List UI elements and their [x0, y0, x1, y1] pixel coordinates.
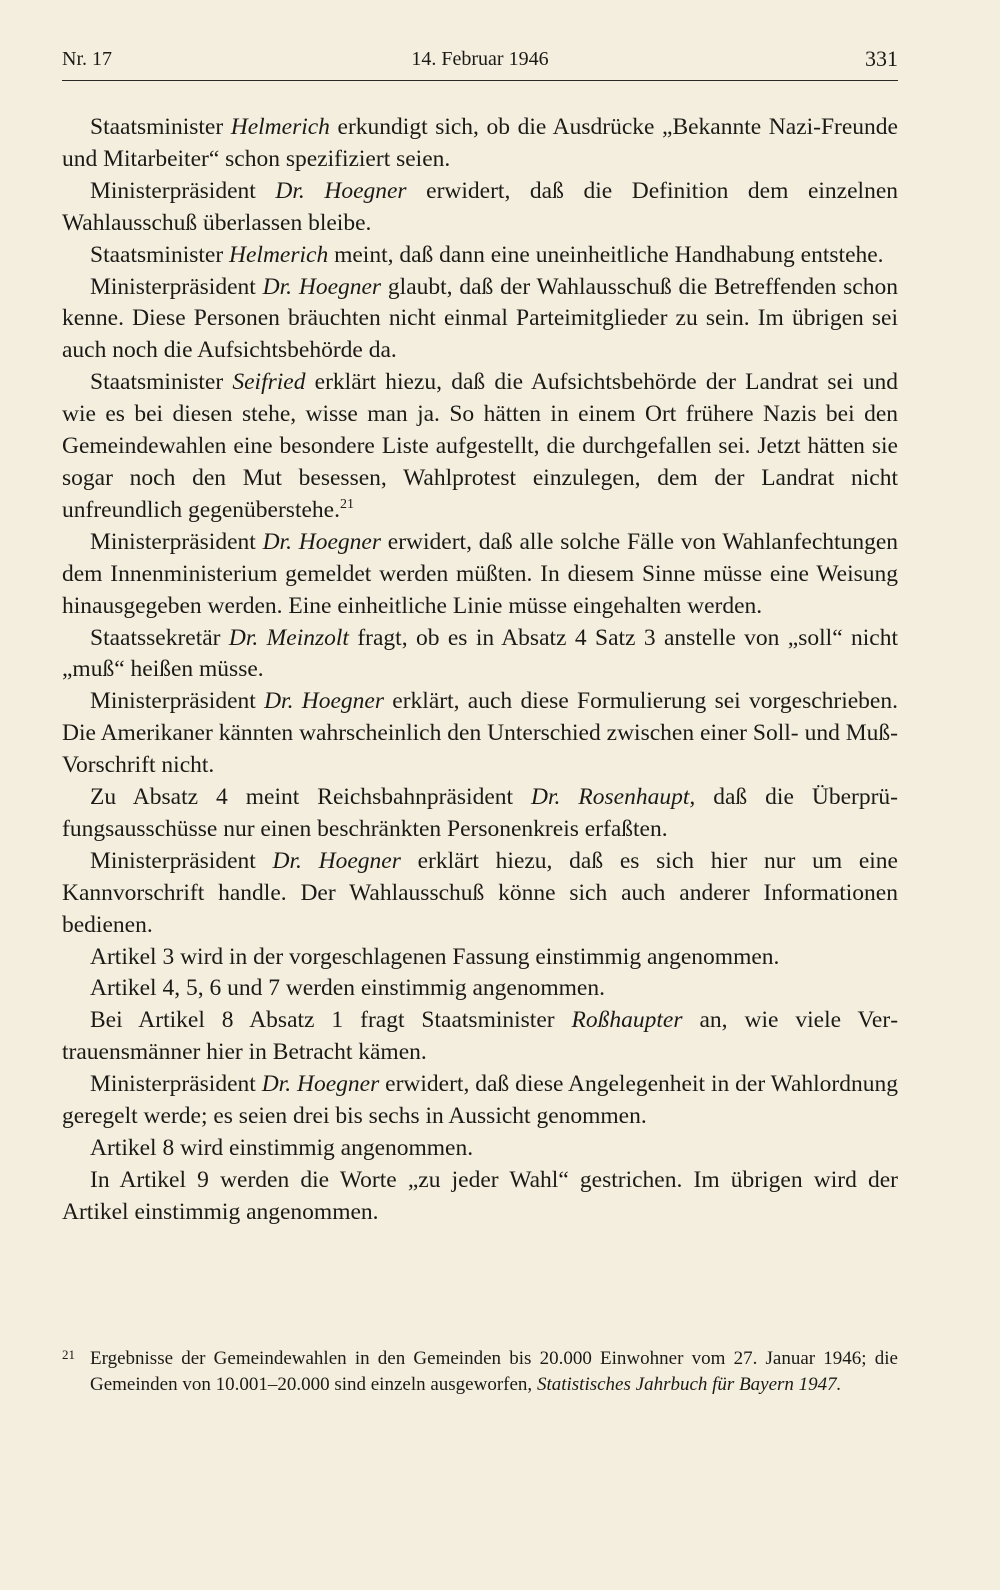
paragraph-text: daß die Überprüfungsausschüsse nur einen beschränkten Personenkreis erfaßten. [62, 784, 898, 842]
paragraph [62, 623, 898, 687]
speaker-name: Dr. Hoegner [264, 688, 384, 715]
speaker-name: Dr. Hoegner [275, 177, 407, 204]
speaker-name: Dr. Hoegner [262, 273, 382, 300]
footnote-ref: 21 [339, 497, 354, 513]
speaker-name: Helmerich [230, 114, 330, 140]
paragraph-text: erwidert, daß die Definition dem einzelnen Wahlausschuß überlassen bleibe. [62, 177, 898, 236]
paragraph-text: Ministerpräsident [90, 1071, 262, 1098]
source-title: Statistisches Jahrbuch für Bayern 1947. [536, 1374, 842, 1395]
paragraph-text: Ministerpräsident [90, 177, 276, 204]
paragraph [62, 973, 898, 1005]
speaker-name: Dr. Hoegner [262, 528, 381, 555]
paragraph [62, 782, 898, 846]
paragraph-text: meint, daß dann eine uneinheitliche Handhabung entstehe. [328, 241, 884, 268]
paragraph [62, 846, 898, 942]
paragraph [62, 686, 898, 782]
paragraph [62, 942, 898, 974]
paragraph-text: an, wie viele Vertrauensmänner hier in Betracht kämen. [62, 1007, 899, 1066]
paragraph-text: erklärt, auch diese Formulierung sei vorgeschrieben. Die Amerikaner kännten wahrscheinlich den Unterschied zwischen einer Soll- und Muß-Vorschrift nicht. [62, 688, 898, 779]
footnotes [62, 1346, 898, 1398]
paragraph [62, 1069, 898, 1133]
speaker-name: Dr. Meinzolt [228, 624, 349, 651]
issue-number: Nr. 17 [62, 48, 112, 70]
paragraph [62, 1165, 898, 1229]
paragraph-text: Ministerpräsident [90, 528, 263, 555]
page-number: 331 [865, 46, 898, 71]
paragraph-text: erkundigt sich, ob die Ausdrücke „Bekannte Nazi-Freunde und Mitarbeiter“ schon spezifiziert seien. [62, 114, 898, 172]
speaker-name: Seifried [232, 369, 306, 396]
speaker-name: Roßhaupter [571, 1007, 683, 1034]
paragraph [62, 367, 898, 527]
paragraph [62, 176, 898, 240]
paragraph-text: Artikel 4, 5, 6 und 7 werden einstimmig angenommen. [90, 975, 605, 1002]
paragraph-text: Staatsminister [90, 114, 231, 140]
paragraph-text: fragt, ob es in Absatz 4 Satz 3 anstelle von „soll“ nicht „muß“ heißen müsse. [62, 624, 899, 683]
paragraph [62, 112, 898, 176]
paragraph [62, 1133, 898, 1165]
paragraph-text: Artikel 8 wird einstimmig angenommen. [90, 1135, 474, 1161]
footnote-number: 21 [62, 1347, 75, 1362]
paragraph-text: Staatsminister [90, 241, 230, 268]
footnote-text: Ergebnisse der Gemeindewahlen in den Gemeinden bis 20.000 Einwohner vom 27. Januar 1946; die Gemeinden von 10.001–20.000 sind einzeln ausgeworfen, [90, 1348, 898, 1395]
paragraph-text: Ministerpräsident [90, 688, 265, 715]
paragraph [62, 240, 898, 272]
paragraph [62, 1005, 898, 1069]
speaker-name: Dr. Hoegner [261, 1071, 380, 1098]
paragraph [62, 272, 898, 368]
paragraph-text: Bei Artikel 8 Absatz 1 fragt Staatsminister [90, 1007, 572, 1034]
paragraph-text: erklärt hiezu, daß die Aufsichtsbehörde der Landrat sei und wie es bei diesen stehe, wisse man ja. So hätten in einem Ort frühere Nazis bei den Gemeindewahlen eine besondere Liste aufgestellt, die durchgefallen sei. Jetzt hätten sie sogar noch den Mut besessen, Wahlprotest einzulegen, dem der Landrat nicht unfreundlich gegenüberstehe. [62, 369, 899, 523]
paragraph-text: Staatsminister [90, 369, 233, 396]
main-text [62, 112, 898, 1229]
speaker-name: Helmerich [229, 241, 329, 268]
paragraph [62, 527, 898, 623]
running-header [62, 44, 898, 80]
paragraph-text: Ministerpräsident [90, 847, 273, 874]
paragraph-text: erwidert, daß diese Angelegenheit in der Wahlordnung geregelt werde; es seien drei bis sechs in Aussicht genommen. [62, 1071, 899, 1130]
paragraph-text: glaubt, daß der Wahlausschuß die Betreffenden schon kenne. Diese Personen bräuchten nicht einmal Parteimitglieder zu sein. Im übrigen sei auch noch die Aufsichtsbehörde da. [62, 273, 898, 364]
paragraph-text: Artikel 3 wird in der vorgeschlagenen Fassung einstimmig angenommen. [90, 943, 780, 970]
footnote [62, 1346, 898, 1398]
speaker-name: Dr. Hoegner [272, 847, 401, 874]
paragraph-text: In Artikel 9 werden die Worte „zu jeder Wahl“ gestrichen. Im übrigen wird der Artikel einstimmig angenommen. [62, 1166, 898, 1225]
header-rule [62, 80, 898, 81]
speaker-name: Dr. Rosenhaupt, [531, 784, 696, 811]
paragraph-text: erwidert, daß alle solche Fälle von Wahlanfechtungen dem Innenministerium gemeldet werden müßten. In diesem Sinne müsse eine Weisung hinausgegeben werden. Eine einheitliche Linie müsse eingehalten werden. [62, 528, 899, 619]
paragraph-text: Zu Absatz 4 meint Reichsbahnpräsident [90, 784, 532, 811]
paragraph-text: erklärt hiezu, daß es sich hier nur um eine Kannvorschrift handle. Der Wahlausschuß könne sich auch anderer Informationen bedienen. [62, 847, 898, 938]
header-date: 14. Februar 1946 [411, 48, 549, 70]
paragraph-text: Ministerpräsident [90, 273, 263, 300]
paragraph-text: Staatssekretär [90, 624, 229, 651]
